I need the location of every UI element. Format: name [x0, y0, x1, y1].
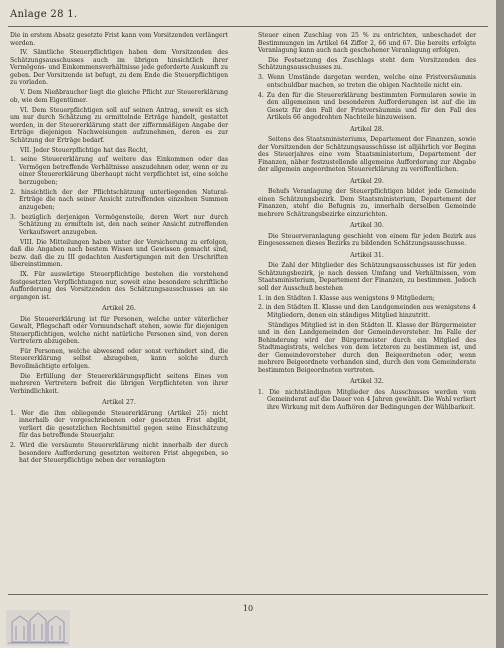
- list-item: 1. seine Steuererklärung auf weitere das Einkommen oder das Vermögen betreffende Verhältnisse auszudehnen oder, wenn er zu einer Steuererklärung überhaupt nicht verpflichtet ist, eine solche herzugeben;: [10, 156, 228, 186]
- list-item: 1. in den Städten I. Klasse aus wenigstens 9 Mitgliedern;: [258, 294, 435, 302]
- article-heading: Artikel 28.: [350, 125, 384, 133]
- paragraph: Die Erfüllung der Steuererklärungspflicht seitens Eines von mehreren Vertretern befreit die übrigen Verpflichteten von ihrer Verbindlichkeit.: [10, 372, 228, 395]
- paragraph: Die Steuererklärung ist für Personen, welche unter väterlicher Gewalt, Pflegschaft oder Vormundschaft stehen, sowie für diejenigen Steuerpflichtigen, welche nicht natürliche Personen sind, von deren Vertretern abzugeben.: [10, 315, 228, 346]
- page-number: 10: [242, 604, 254, 613]
- article-heading: Artikel 30.: [350, 222, 384, 230]
- footer-rule: [8, 594, 488, 595]
- article-heading: Artikel 26.: [102, 305, 136, 313]
- building-logo-icon: [6, 610, 70, 646]
- paragraph: V. Dem Nießbraucher liegt die gleiche Pflicht zur Steuererklärung ob, wie dem Eigentümer.: [10, 89, 228, 104]
- header-rule: [8, 26, 488, 27]
- list-item: 1. Wer die ihm obliegende Steuererklärung (Artikel 25) nicht innerhalb der vorgeschriebenen oder gesetzten Frist abgibt, verliert die gesetzlichen Rechtsmittel gegen seine Einschätzung für das betreffende Steuerjahr.: [10, 409, 228, 440]
- page-header: Anlage 28 1.: [10, 9, 78, 20]
- paragraph: Behufs Veranlagung der Steuerpflichtigen bildet jede Gemeinde einen Schätzungsbezirk. Dem Staatsministerium, Departement der Finanzen, steht die Befugnis zu, innerhalb derselben Gemeinde mehrere Schätzungsbezirke einzurichten.: [258, 188, 476, 218]
- paragraph: Steuer einen Zuschlag von 25 % zu entrichten, unbeschadet der Bestimmungen im Artikel 64 Ziffer 2, 66 und 67. Die bereits erfolgte Veranlagung kann auch nach geschehener Veranlagung erfolgen.: [258, 32, 476, 54]
- page-edge: [496, 0, 504, 648]
- list-item: 1. Die nichtständigen Mitglieder des Ausschusses werden vom Gemeinderat auf die Dauer von 4 Jahren gewählt. Die Wahl verliert ihre Wirkung mit dem Aufhören der Bedingungen der Wählbarkeit.: [258, 388, 476, 411]
- right-column: [258, 32, 476, 414]
- left-column: [10, 32, 228, 467]
- list-item: 3. Wenn Umstände dargetan werden, welche eine Fristversäumnis entschuldbar machen, so treten die obigen Nachteile nicht ein.: [258, 74, 476, 89]
- paragraph: Die Festsetzung des Zuschlags steht dem Vorsitzenden des Schätzungsausschusses zu.: [258, 56, 476, 72]
- paragraph: VIII. Die Mitteilungen haben unter der Versicherung zu erfolgen, daß die Angaben nach bestem Wissen und Gewissen gemacht sind, bezw. daß die zu III gedachten Ausfertigungen mit den Urschriften übereinstimmen.: [10, 238, 228, 269]
- paragraph: Die in erstem Absatz gesetzte Frist kann vom Vorsitzenden verlängert werden.: [10, 32, 228, 47]
- paragraph: VI. Dem Steuerpflichtigen soll auf seinen Antrag, soweit es sich um nur durch Schätzung zu ermittelnde Erträge handelt, gestattet werden, in der Steuererklärung statt der ziffernmäßigen Angabe der Erträge diejenigen Nachweisungen aufzunehmen, deren es zur Schätzung der Erträge bedarf.: [10, 106, 228, 144]
- list-item: 2. Wird die versäumte Steuererklärung nicht innerhalb der durch besondere Aufforderung gesetzten weiteren Frist abgegeben, so hat der Steuerpflichtige neben der veranlagten: [10, 442, 228, 465]
- article-heading: Artikel 27.: [102, 399, 136, 407]
- paragraph: Ständiges Mitglied ist in den Städten II. Klasse der Bürgermeister und in den Landgemeinden der Gemeindevorsteher. Im Falle der Behinderung wird der Bürgermeister durch ein Mitglied des Stadtmagistrats, welches von dem letzteren zu bestimmen ist, und der Gemeindevorsteher durch den Beigeordneten oder, wenn mehrere Beigeordnete vorhanden sind, durch den vom Gemeinderate bestimmten Beigeordneten vertreten.: [258, 321, 476, 374]
- paragraph: IX. Für auswärtige Steuerpflichtige bestehen die vorstehend festgesetzten Verpflichtungen nur, soweit eine besondere schriftliche Aufforderung des Vorsitzenden des Schätzungsausschusses an sie ergangen ist.: [10, 271, 228, 301]
- paragraph: VII. Jeder Steuerpflichtige hat das Recht,: [20, 146, 148, 154]
- article-heading: Artikel 31.: [350, 251, 384, 259]
- paragraph: IV. Sämtliche Steuerpflichtigen haben dem Vorsitzenden des Schätzungsausschusses auch im übrigen hinsichtlich ihrer Vermögens- und Einkommensverhältnisse jede geforderte Auskunft zu geben. Der Vorsitzende ist befugt, zu dem Ende die Steuerpflichtigen zu vorladen.: [10, 49, 229, 87]
- article-heading: Artikel 29.: [350, 177, 384, 185]
- article-heading: Artikel 32.: [350, 378, 384, 386]
- list-item: 4. Zu den für die Steuererklärung bestimmten Formularen sowie in den allgemeinen und besonderen Aufforderungen ist auf die im Gesetz für den Fall der Fristversäumnis und für den Fall des Artikels 66 angedrohten Nachteile hinzuweisen.: [258, 91, 476, 122]
- list-item: 2. in den Städten II. Klasse und den Landgemeinden aus wenigstens 4 Mitgliedern, denen ein ständiges Mitglied hinzutritt.: [258, 304, 476, 319]
- paragraph: Die Zahl der Mitglieder des Schätzungsausschusses ist für jeden Schätzungsbezirk, je nach dessen Umfang und Verhältnissen, vom Staatsministerium, Departement der Finanzen, zu bestimmen. Jedoch soll der Ausschuß bestehen: [258, 262, 476, 292]
- paragraph: Seitens des Staatsministeriums, Departement der Finanzen, sowie der Vorsitzenden der Schätzungsausschüsse ist alljährlich vor Beginn des Steuerjahres eine vom Staatsministerium, Departement der Finanzen, näher festzustellende allgemeine Aufforderung zur Abgabe der allgemein angeordneten Steuererklärung zu veröffentlichen.: [258, 136, 476, 174]
- paragraph: Für Personen, welche abwesend oder sonst verhindert sind, die Steuererklärung selbst abzugeben, kann solche durch Bevollmächtigte erfolgen.: [10, 347, 228, 370]
- paragraph: Die Steuerveranlagung geschieht von einem für jeden Bezirk aus Eingesessenen dieses Bezirks zu bildenden Schätzungsausschusse.: [258, 232, 476, 248]
- list-item: 2. hinsichtlich der der Pflichtschätzung unterliegenden Natural-Erträge die nach seiner Ansicht zutreffenden einzelnen Summen anzugeben;: [10, 188, 228, 211]
- list-item: 3. bezüglich derjenigen Vermögensteile, deren Wert nur durch Schätzung zu ermitteln ist, den nach seiner Ansicht zutreffenden Verkaufswert anzugeben.: [10, 213, 228, 236]
